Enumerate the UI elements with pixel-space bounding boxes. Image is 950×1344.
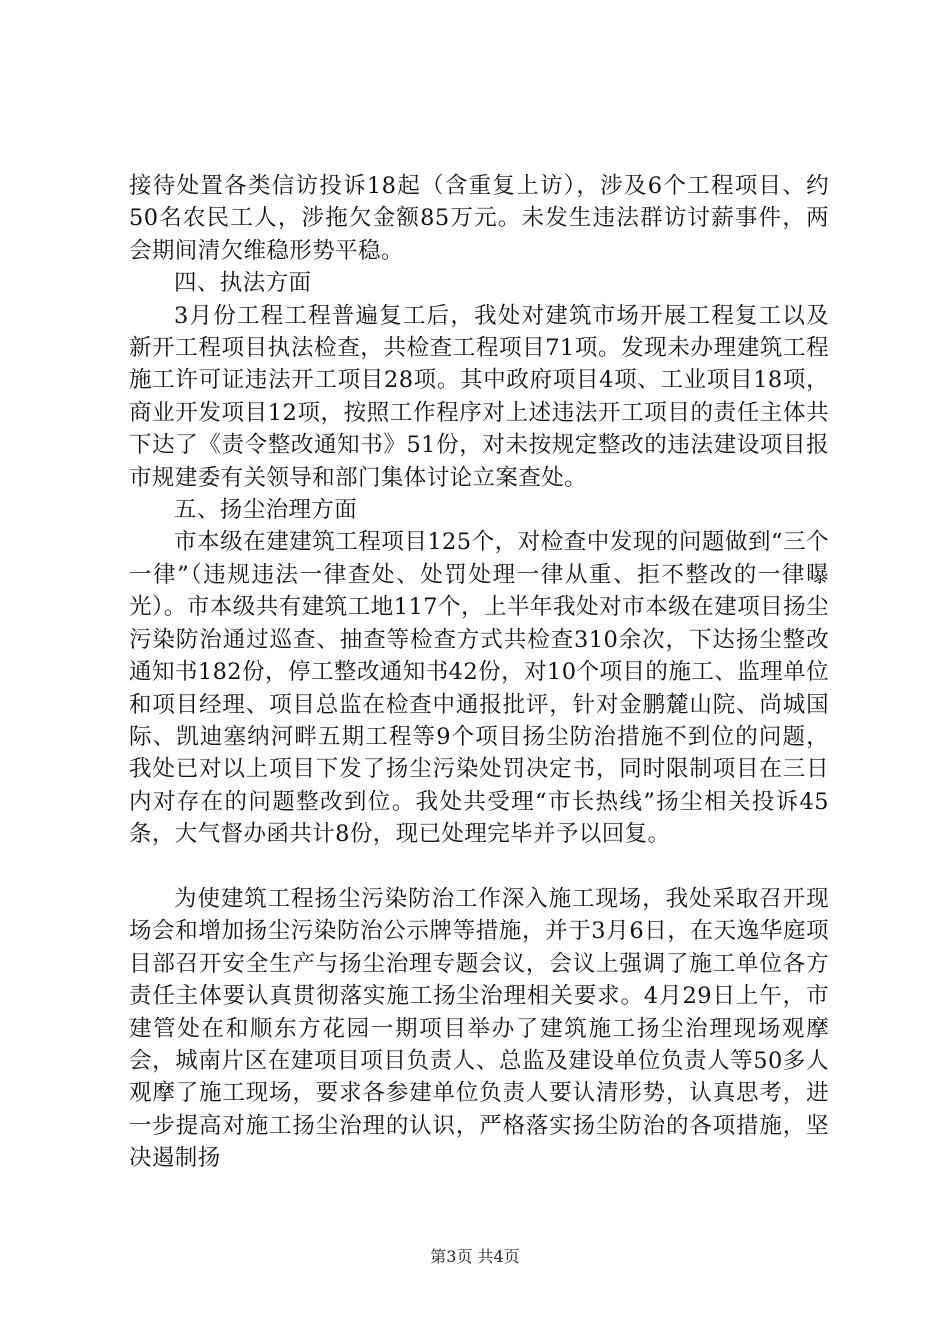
paragraph-dust-control: 市本级在建建筑工程项目125个，对检查中发现的问题做到“三个一律”（违规违法一律查处、处罚处理一律从重、拒不整改的一律曝光）。市本级共有建筑工地117个，上半年我处对市本级在建项目扬尘污染防治通过巡查、抽查等检查方式共检查310余次，下达扬尘整改通知书182份，停工整改通知书42份，对10个项目的施工、监理单位和项目经理、项目总监在检查中通报批评，针对金鹏麓山院、尚城国际、凯迪塞纳河畔五期工程等9个项目扬尘防治措施不到位的问题，我处已对以上项目下发了扬尘污染处罚决定书，同时限制项目在三日内对存在的问题整改到位。我处共受理“市长热线”扬尘相关投诉45条，大气督办函共计8份，现已处理完毕并予以回复。 <box>129 529 829 848</box>
document-body <box>129 170 829 1175</box>
section-heading-dust-control: 五、扬尘治理方面 <box>174 497 358 524</box>
paragraph-spacer <box>129 851 829 883</box>
paragraph-site-meetings: 为使建筑工程扬尘污染防治工作深入施工现场，我处采取召开现场会和增加扬尘污染防治公示牌等措施，并于3月6日，在天逸华庭项目部召开安全生产与扬尘治理专题会议，会议上强调了施工单位各方责任主体要认真贯彻落实施工扬尘治理相关要求。4月29日上午，市建管处在和顺东方花园一期项目举办了建筑施工扬尘治理现场观摩会，城南片区在建项目项目负责人、总监及建设单位负责人等50多人观摩了施工现场，要求各参建单位负责人要认清形势，认真思考，进一步提高对施工扬尘治理的认识，严格落实扬尘防治的各项措施，坚决遏制扬 <box>129 885 829 1172</box>
section-heading-enforcement: 四、执法方面 <box>174 270 312 297</box>
page-number-footer: 第3页 共4页 <box>430 1247 520 1266</box>
paragraph-petitions: 接待处置各类信访投诉18起（含重复上访），涉及6个工程项目、约50名农民工人，涉拖欠金额85万元。未发生违法群访讨薪事件，两会期间清欠维稳形势平稳。 <box>129 173 829 264</box>
paragraph-enforcement: 3月份工程工程普遍复工后，我处对建筑市场开展工程复工以及新开工程项目执法检查，共检查工程项目71项。发现未办理建筑工程施工许可证违法开工项目28项。其中政府项目4项、工业项目18项，商业开发项目12项，按照工作程序对上述违法开工项目的责任主体共下达了《责令整改通知书》51份，对未按规定整改的违法建设项目报市规建委有关领导和部门集体讨论立案查处。 <box>129 302 829 491</box>
